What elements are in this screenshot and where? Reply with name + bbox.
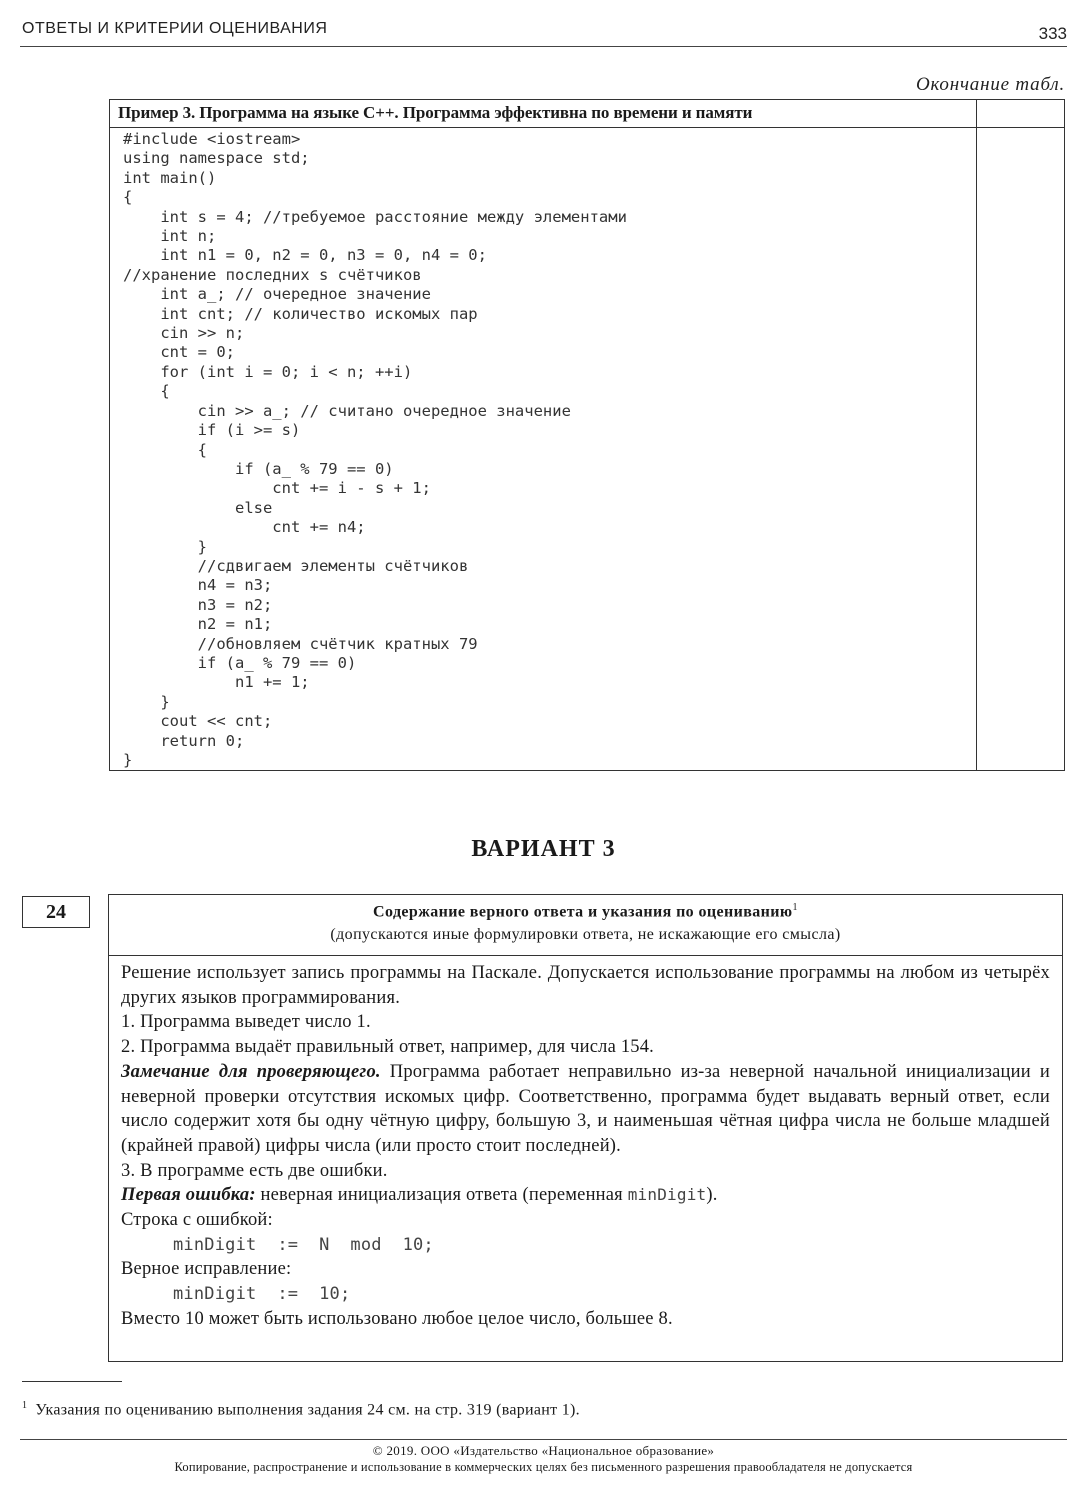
closing-note: Вместо 10 может быть использовано любое целое число, большее 8. [121, 1308, 673, 1329]
answer-item-1: 1. Программа выведет число 1. [121, 1012, 371, 1033]
code-line: int s = 4; //требуемое расстояние между элементами [123, 207, 627, 226]
first-error: Первая ошибка: неверная инициализация ответа (переменная minDigit). [121, 1185, 718, 1206]
code-line: return 0; [123, 731, 245, 750]
code-line: using namespace std; [123, 149, 310, 168]
code-example-table [109, 99, 1065, 771]
answer-table-header [109, 895, 1062, 956]
error-line-code: minDigit := N mod 10; [173, 1234, 434, 1255]
code-line: int a_; // очередное значение [123, 285, 431, 304]
footnote-mark: 1 [22, 1400, 28, 1411]
answer-item-3: 3. В программе есть две ошибки. [121, 1160, 388, 1181]
error-line-label: Строка с ошибкой: [121, 1210, 273, 1231]
answer-criteria-table [108, 894, 1063, 1362]
cpp-code-listing [123, 130, 627, 770]
code-line: cnt += i - s + 1; [123, 479, 431, 498]
fix-code: minDigit := 10; [173, 1284, 351, 1305]
code-line: cnt = 0; [123, 343, 235, 362]
code-line: cin >> a_; // считано очередное значение [123, 401, 571, 420]
fix-label: Верное исправление: [121, 1259, 292, 1280]
running-header: ОТВЕТЫ И КРИТЕРИИ ОЦЕНИВАНИЯ [22, 20, 328, 37]
code-line: n2 = n1; [123, 615, 273, 634]
footnote-text: Указания по оцениванию выполнения задания 24 см. на стр. 319 (вариант 1). [35, 1401, 580, 1419]
footer-notice: Копирование, распространение и использование в коммерческих целях без письменного разрешения правообладателя не допускается [174, 1460, 913, 1474]
code-line: int main() [123, 168, 217, 187]
code-line: } [123, 751, 133, 769]
footnote [22, 1400, 580, 1419]
answer-content [121, 961, 1050, 1332]
answer-item-2: 2. Программа выдаёт правильный ответ, например, для числа 154. [121, 1037, 655, 1058]
code-example-heading: Пример 3. Программа на языке C++. Программа эффективна по времени и памяти [118, 103, 753, 122]
code-line: int n1 = 0, n2 = 0, n3 = 0, n4 = 0; [123, 246, 487, 265]
code-line: cin >> n; [123, 324, 245, 343]
task-number-box: 24 [22, 896, 90, 928]
code-line: //хранение последних s счётчиков [123, 265, 422, 284]
table-caption: Окончание табл. [915, 74, 1065, 95]
code-line: //обновляем счётчик кратных 79 [123, 634, 478, 653]
code-line: cnt += n4; [123, 518, 366, 537]
remark-label: Замечание для проверяющего. [121, 1061, 381, 1082]
code-line: { [123, 188, 133, 207]
code-line: n4 = n3; [123, 576, 273, 595]
page-number: 333 [1038, 24, 1067, 43]
table-column-divider [976, 100, 977, 770]
first-error-label: Первая ошибка: [121, 1185, 256, 1206]
solution-intro: Решение использует запись программы на Паскале. Допускается использование программы на любом из четырёх других языков программирования. [121, 963, 1050, 1008]
code-line: int cnt; // количество искомых пар [123, 304, 478, 323]
footer-divider [20, 1439, 1067, 1440]
code-line: } [123, 537, 207, 556]
code-line: cout << cnt; [123, 712, 273, 731]
footnote-divider [22, 1381, 122, 1382]
code-line: //сдвигаем элементы счётчиков [123, 556, 469, 575]
table-row-divider [110, 127, 1064, 128]
header-divider [20, 46, 1067, 47]
code-line: else [123, 498, 273, 517]
code-line: for (int i = 0; i < n; ++i) [123, 362, 413, 381]
footnote-reference: 1 [792, 902, 798, 913]
code-line: n1 += 1; [123, 673, 310, 692]
code-line: int n; [123, 227, 217, 246]
code-line: { [123, 440, 207, 459]
code-line: n3 = n2; [123, 595, 273, 614]
code-line: { [123, 382, 170, 401]
answer-header-subtitle: (допускаются иные формулировки ответа, не искажающие его смысла) [330, 926, 841, 944]
code-line: #include <iostream> [123, 130, 301, 148]
code-line: if (a_ % 79 == 0) [123, 653, 357, 672]
reviewer-remark: Замечание для проверяющего. Программа работает неправильно из-за неверной начальной инициализации и неверной проверки отсутствия искомых цифр. Соответственно, программа будет выдавать верный ответ, если число содержит хотя бы одну чётную цифру, большую 3, и наименьшая чётная цифра числа не больше младшей (крайней правой) цифры числа (или просто стоит последней). [121, 1061, 1051, 1156]
variable-name: minDigit [627, 1185, 707, 1205]
code-line: } [123, 692, 170, 711]
footer-copyright: © 2019. ООО «Издательство «Национальное образование» [372, 1443, 715, 1458]
variant-title: ВАРИАНТ 3 [471, 836, 616, 862]
code-line: if (i >= s) [123, 421, 301, 440]
code-line: if (a_ % 79 == 0) [123, 459, 394, 478]
answer-header-title: Содержание верного ответа и указания по оцениванию$^1$ [373, 902, 798, 921]
